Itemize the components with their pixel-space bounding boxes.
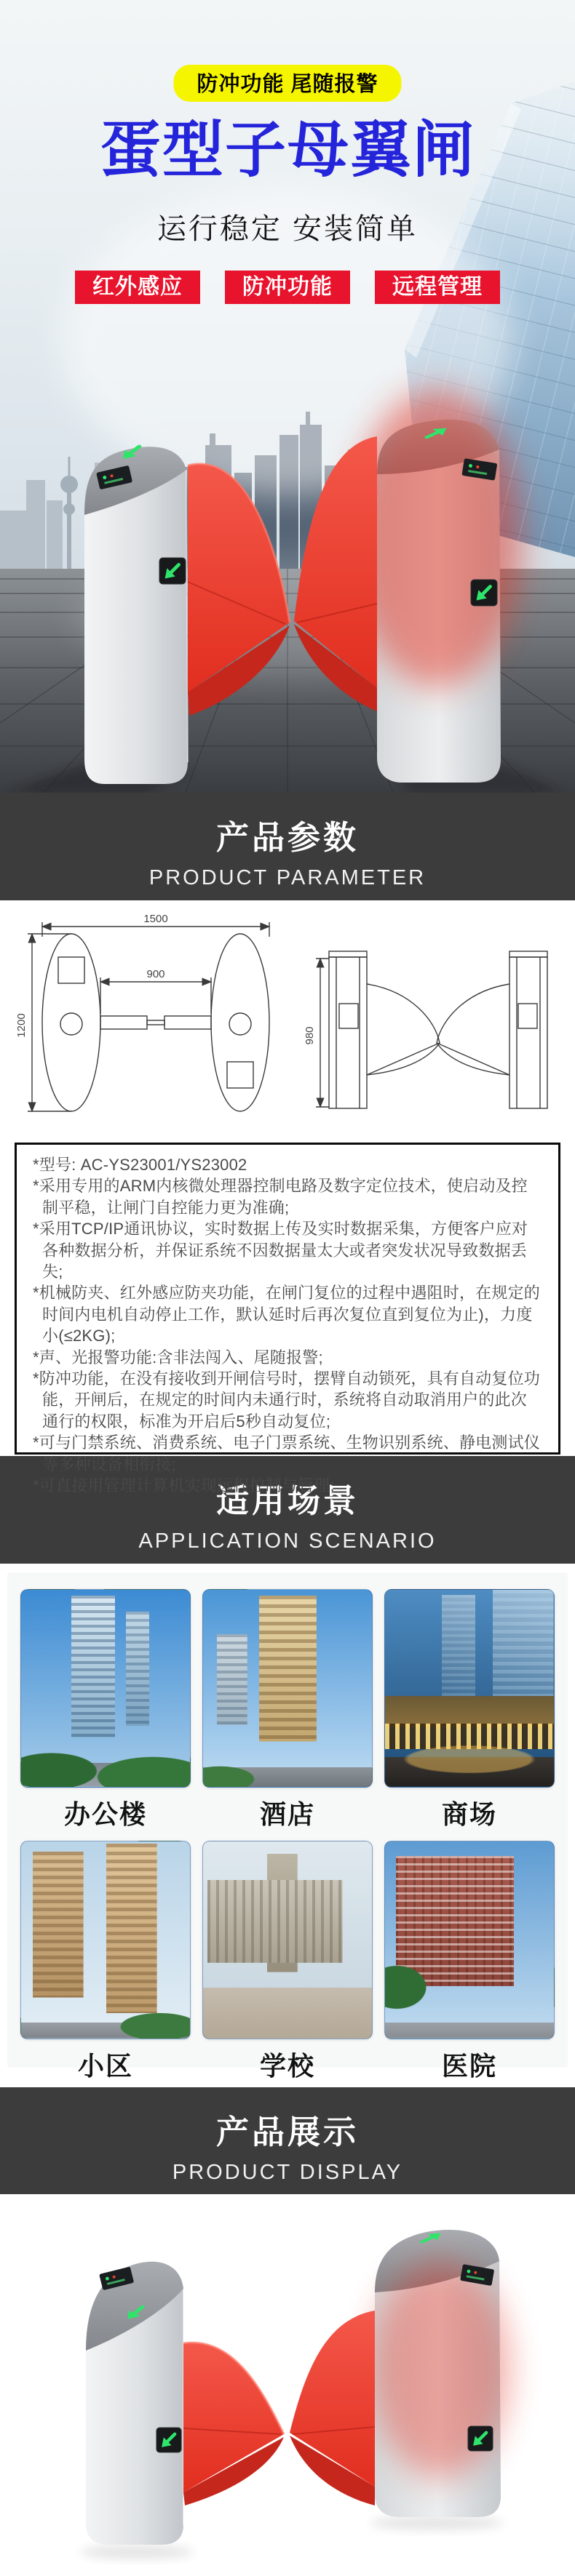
mall-photo: [384, 1589, 555, 1788]
dim-passage-width-label: 900: [146, 968, 165, 980]
scenario-label: 办公楼: [63, 1799, 147, 1829]
section-title-cn: 产品参数: [215, 819, 359, 856]
scenario-tile-mall: [384, 1589, 555, 1841]
parameters-box: [15, 1143, 560, 1495]
dim-height-label: 980: [304, 1026, 316, 1045]
parameter-item: *可与门禁系统、消费系统、电子门票系统、生物识别系统、静电测试仪等多种设备相衔接;: [33, 1433, 540, 1473]
hospital-photo: [384, 1841, 555, 2039]
product-subtitle: 运行稳定 安装简单: [156, 213, 419, 245]
residential-community-photo: [20, 1841, 191, 2039]
section-banner-display: [0, 2087, 575, 2194]
feature-chip-remote: 远程管理: [375, 271, 500, 304]
scenarios-card: [7, 1572, 568, 2081]
product-title: 蛋型子母翼闸: [99, 116, 475, 184]
product-display-illustration: [0, 2194, 575, 2576]
parameter-item: *声、光报警功能:含非法闯入、尾随报警;: [33, 1348, 323, 1367]
hero-section: [0, 0, 575, 793]
right-wing-illustration: [290, 2311, 375, 2505]
parameter-item: *防冲功能，在没有接收到开闸信号时，摆臂自动锁死，具有自动复位功能，开闸后，在规定的时间内未通行时，系统将自动取消用户的此次通行的权限，标准为开启后5秒自动复位;: [33, 1369, 540, 1431]
scenario-label: 学校: [259, 2051, 315, 2081]
dim-depth-label: 1200: [15, 1013, 28, 1038]
left-gate-illustration: [86, 2262, 183, 2545]
green-arrow-icon: [156, 2428, 181, 2452]
scenario-label: 医院: [441, 2051, 497, 2081]
green-arrow-icon: [468, 2426, 493, 2451]
feature-buttons-row: [0, 271, 575, 304]
parameter-item: *可直接用管理计算机实现远程控制与管理;: [33, 1476, 335, 1495]
feature-chip-infrared: 红外感应: [75, 271, 200, 304]
scenario-label: 酒店: [259, 1799, 315, 1829]
scenario-tile-office: [20, 1589, 191, 1841]
dim-total-width-label: 1500: [143, 913, 168, 925]
top-feature-badge: 防冲功能 尾随报警: [173, 65, 401, 102]
section-title-cn: 产品展示: [215, 2113, 359, 2151]
scenarios-section: [0, 1564, 575, 2087]
office-building-photo: [20, 1589, 191, 1788]
hotel-photo: [202, 1589, 373, 1788]
green-arrow-icon: [159, 558, 186, 584]
scenario-tile-school: [202, 1841, 373, 2092]
section-title-en: PRODUCT PARAMETER: [148, 866, 427, 889]
scenario-tile-community: [20, 1841, 191, 2092]
scenario-label: 小区: [77, 2051, 133, 2081]
parameters-section: [0, 1140, 575, 1495]
parameter-item: *型号: AC-YS23001/YS23002: [33, 1156, 247, 1174]
parameter-item: *机械防夹、红外感应防夹功能，在闸门复位的过程中遇阻时，在规定的时间内电机自动停止工作，默认延时后再次复位直到复位为止)，力度小(≤2KG);: [33, 1284, 540, 1345]
feature-chip-anti-rush: 防冲功能: [225, 271, 350, 304]
technical-drawing: [0, 900, 575, 1140]
technical-drawing-section: [0, 900, 575, 1140]
scenario-tile-hotel: [202, 1589, 373, 1841]
parameter-item: *采用专用的ARM内核微处理器控制电路及数字定位技术，使启动及控制平稳，让闸门自控能力更为准确;: [33, 1177, 528, 1217]
school-photo: [202, 1841, 373, 2039]
parameter-item: *采用TCP/IP通讯协议，实时数据上传及实时数据采集，方便客户应对各种数据分析，并保证系统不因数据量太大或者突发状况导致数据丢失;: [33, 1220, 528, 1281]
scenario-tile-hospital: [384, 1841, 555, 2092]
section-title-en: APPLICATION SCENARIO: [138, 1529, 437, 1553]
section-banner-parameters: [0, 793, 575, 900]
left-gate-illustration: [84, 447, 188, 784]
section-title-en: PRODUCT DISPLAY: [172, 2161, 403, 2184]
section-title-cn: 适用场景: [215, 1482, 359, 1519]
right-gate-illustration: [371, 2230, 509, 2517]
green-arrow-icon: [471, 580, 497, 606]
product-display-section: [0, 2194, 575, 2576]
left-wing-illustration: [183, 2343, 284, 2505]
scenario-label: 商场: [441, 1799, 497, 1829]
